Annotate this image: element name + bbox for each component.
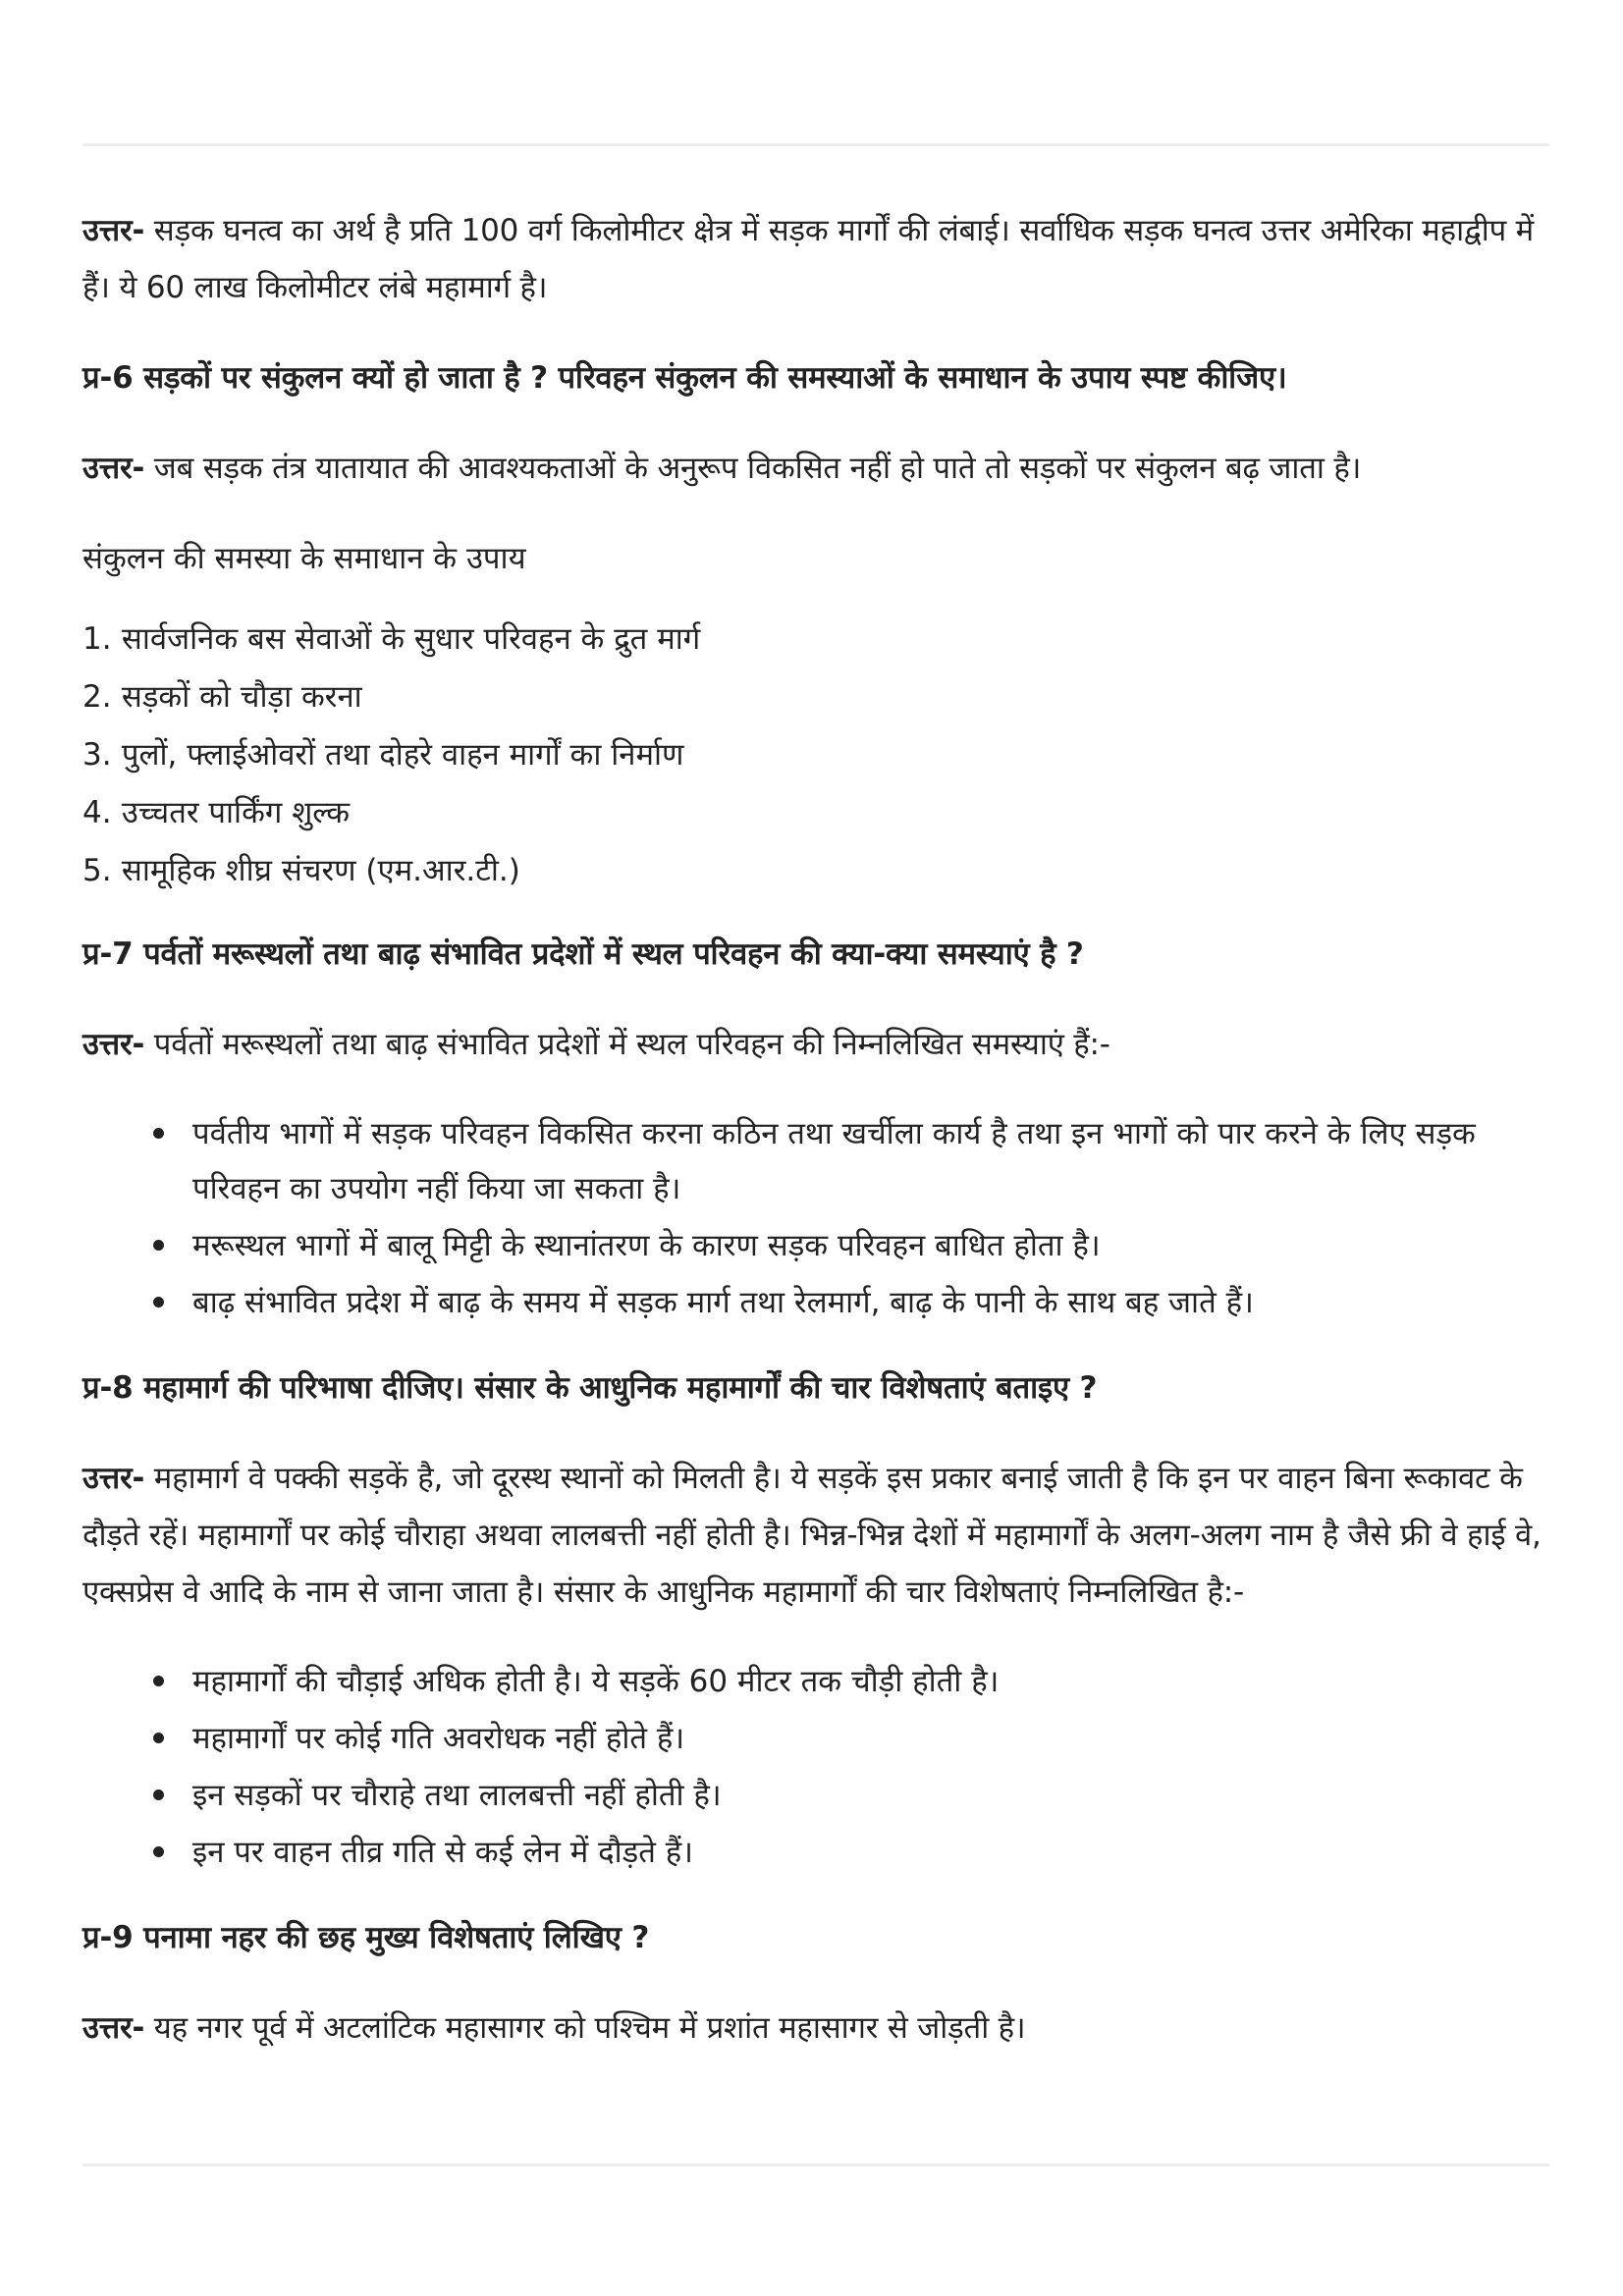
list-text: इन सड़कों पर चौराहे तथा लालबत्ती नहीं होती है। [192, 1778, 722, 1813]
list-text: महामार्गों की चौड़ाई अधिक होती है। ये सड़कें 60 मीटर तक चौड़ी होती है। [192, 1664, 1000, 1699]
answer-9 [82, 2000, 1549, 2056]
bullet-icon [153, 1733, 164, 1743]
list-item [82, 842, 1549, 900]
solutions-list [82, 611, 1549, 900]
list-text: सड़कों को चौड़ा करना [121, 679, 362, 715]
list-number: 4. [82, 795, 112, 830]
list-item [82, 1106, 1549, 1216]
list-text: बाढ़ संभावित प्रदेश में बाढ़ के समय में सड़क मार्ग तथा रेलमार्ग, बाढ़ के पानी के साथ बह जाते हैं। [192, 1285, 1254, 1320]
bullet-icon [153, 1128, 164, 1139]
answer-7 [82, 1016, 1549, 1073]
list-text: पुलों, फ्लाईओवरों तथा दोहरे वाहन मार्गों का निर्माण [121, 737, 684, 773]
list-number: 3. [82, 737, 112, 773]
list-text: सामूहिक शीघ्र संचरण (एम.आर.टी.) [121, 853, 520, 888]
list-item [82, 611, 1549, 668]
list-text: मरूस्थल भागों में बालू मिट्टी के स्थानांतरण के कारण सड़क परिवहन बाधित होता है। [192, 1228, 1101, 1263]
answer-text: जब सड़क तंत्र यातायात की आवश्यकताओं के अनुरूप विकसित नहीं हो पाते तो सड़कों पर संकुलन बढ़ जाता है। [144, 451, 1362, 486]
answer-label: उत्तर- [82, 1461, 145, 1496]
list-item [82, 668, 1549, 726]
answer-text: सड़क घनत्व का अर्थ है प्रति 100 वर्ग किलोमीटर क्षेत्र में सड़क मार्गों की लंबाई। सर्वाधिक सड़क घनत्व उत्तर अमेरिका महाद्वीप में हैं। ये 60 लाख किलोमीटर लंबे महामार्ग है। [82, 213, 1534, 305]
question-8: प्र-8 महामार्ग की परिभाषा दीजिए। संसार के आधुनिक महामार्गों की चार विशेषताएं बताइए ? [82, 1370, 1098, 1406]
list-number: 5. [82, 853, 112, 888]
list-text: उच्चतर पार्किंग शुल्क [121, 795, 351, 830]
solutions-heading: संकुलन की समस्या के समाधान के उपाय [82, 541, 526, 576]
highway-features-list [82, 1654, 1549, 1880]
answer-text: पर्वतों मरूस्थलों तथा बाढ़ संभावित प्रदेशों में स्थल परिवहन की निम्नलिखित समस्याएं हैं:- [144, 1027, 1110, 1062]
question-7: प्र-7 पर्वतों मरूस्थलों तथा बाढ़ संभावित प्रदेशों में स्थल परिवहन की क्या-क्या समस्याएं है ? [82, 936, 1084, 972]
bottom-divider [82, 2163, 1549, 2166]
answer-label: उत्तर- [82, 213, 145, 248]
list-text: इन पर वाहन तीव्र गति से कई लेन में दौड़ते हैं। [192, 1835, 693, 1870]
bullet-icon [153, 1676, 164, 1686]
answer-text: यह नगर पूर्व में अटलांटिक महासागर को पश्चिम में प्रशांत महासागर से जोड़ती है। [144, 2010, 1026, 2046]
question-6: प्र-6 सड़कों पर संकुलन क्यों हो जाता है ? परिवहन संकुलन की समस्याओं के समाधान के उपाय स्पष्ट कीजिए। [82, 360, 1287, 396]
list-item [82, 1218, 1549, 1273]
list-number: 2. [82, 679, 112, 715]
list-number: 1. [82, 621, 112, 657]
answer-5 [82, 202, 1549, 316]
list-text: सार्वजनिक बस सेवाओं के सुधार परिवहन के द्रुत मार्ग [121, 621, 701, 657]
answer-label: उत्तर- [82, 1027, 145, 1062]
bullet-icon [153, 1297, 164, 1308]
problems-list [82, 1106, 1549, 1330]
document-body [82, 202, 1549, 2090]
list-item [82, 1275, 1549, 1330]
list-text: महामार्गों पर कोई गति अवरोधक नहीं होते हैं। [192, 1721, 685, 1756]
list-item [82, 1825, 1549, 1880]
question-9: प्र-9 पनामा नहर की छह मुख्य विशेषताएं लिखिए ? [82, 1920, 650, 1955]
list-text: पर्वतीय भागों में सड़क परिवहन विकसित करना कठिन तथा खर्चीला कार्य है तथा इन भागों को पार करने के लिए सड़क परिवहन का उपयोग नहीं किया जा सकता है। [192, 1116, 1476, 1206]
answer-6 [82, 440, 1549, 497]
list-item [82, 1654, 1549, 1709]
bullet-icon [153, 1789, 164, 1800]
answer-label: उत्तर- [82, 451, 145, 486]
list-item [82, 1711, 1549, 1766]
answer-label: उत्तर- [82, 2010, 145, 2046]
list-item [82, 726, 1549, 784]
answer-text: महामार्ग वे पक्की सड़कें है, जो दूरस्थ स्थानों को मिलती है। ये सड़कें इस प्रकार बनाई जाती है कि इन पर वाहन बिना रूकावट के दौड़ते रहें। महामार्गों पर कोई चौराहा अथवा लालबत्ती नहीं होती है। भिन्न-भिन्न देशों में महामार्गों के अलग-अलग नाम है जैसे फ्री वे हाई वे, एक्सप्रेस वे आदि के नाम से जाना जाता है। संसार के आधुनिक महामार्गों की चार विशेषताएं निम्नलिखित है:- [82, 1461, 1542, 1610]
answer-8 [82, 1450, 1549, 1621]
bullet-icon [153, 1240, 164, 1251]
list-item [82, 784, 1549, 842]
bullet-icon [153, 1846, 164, 1857]
top-divider [82, 143, 1549, 146]
list-item [82, 1768, 1549, 1823]
